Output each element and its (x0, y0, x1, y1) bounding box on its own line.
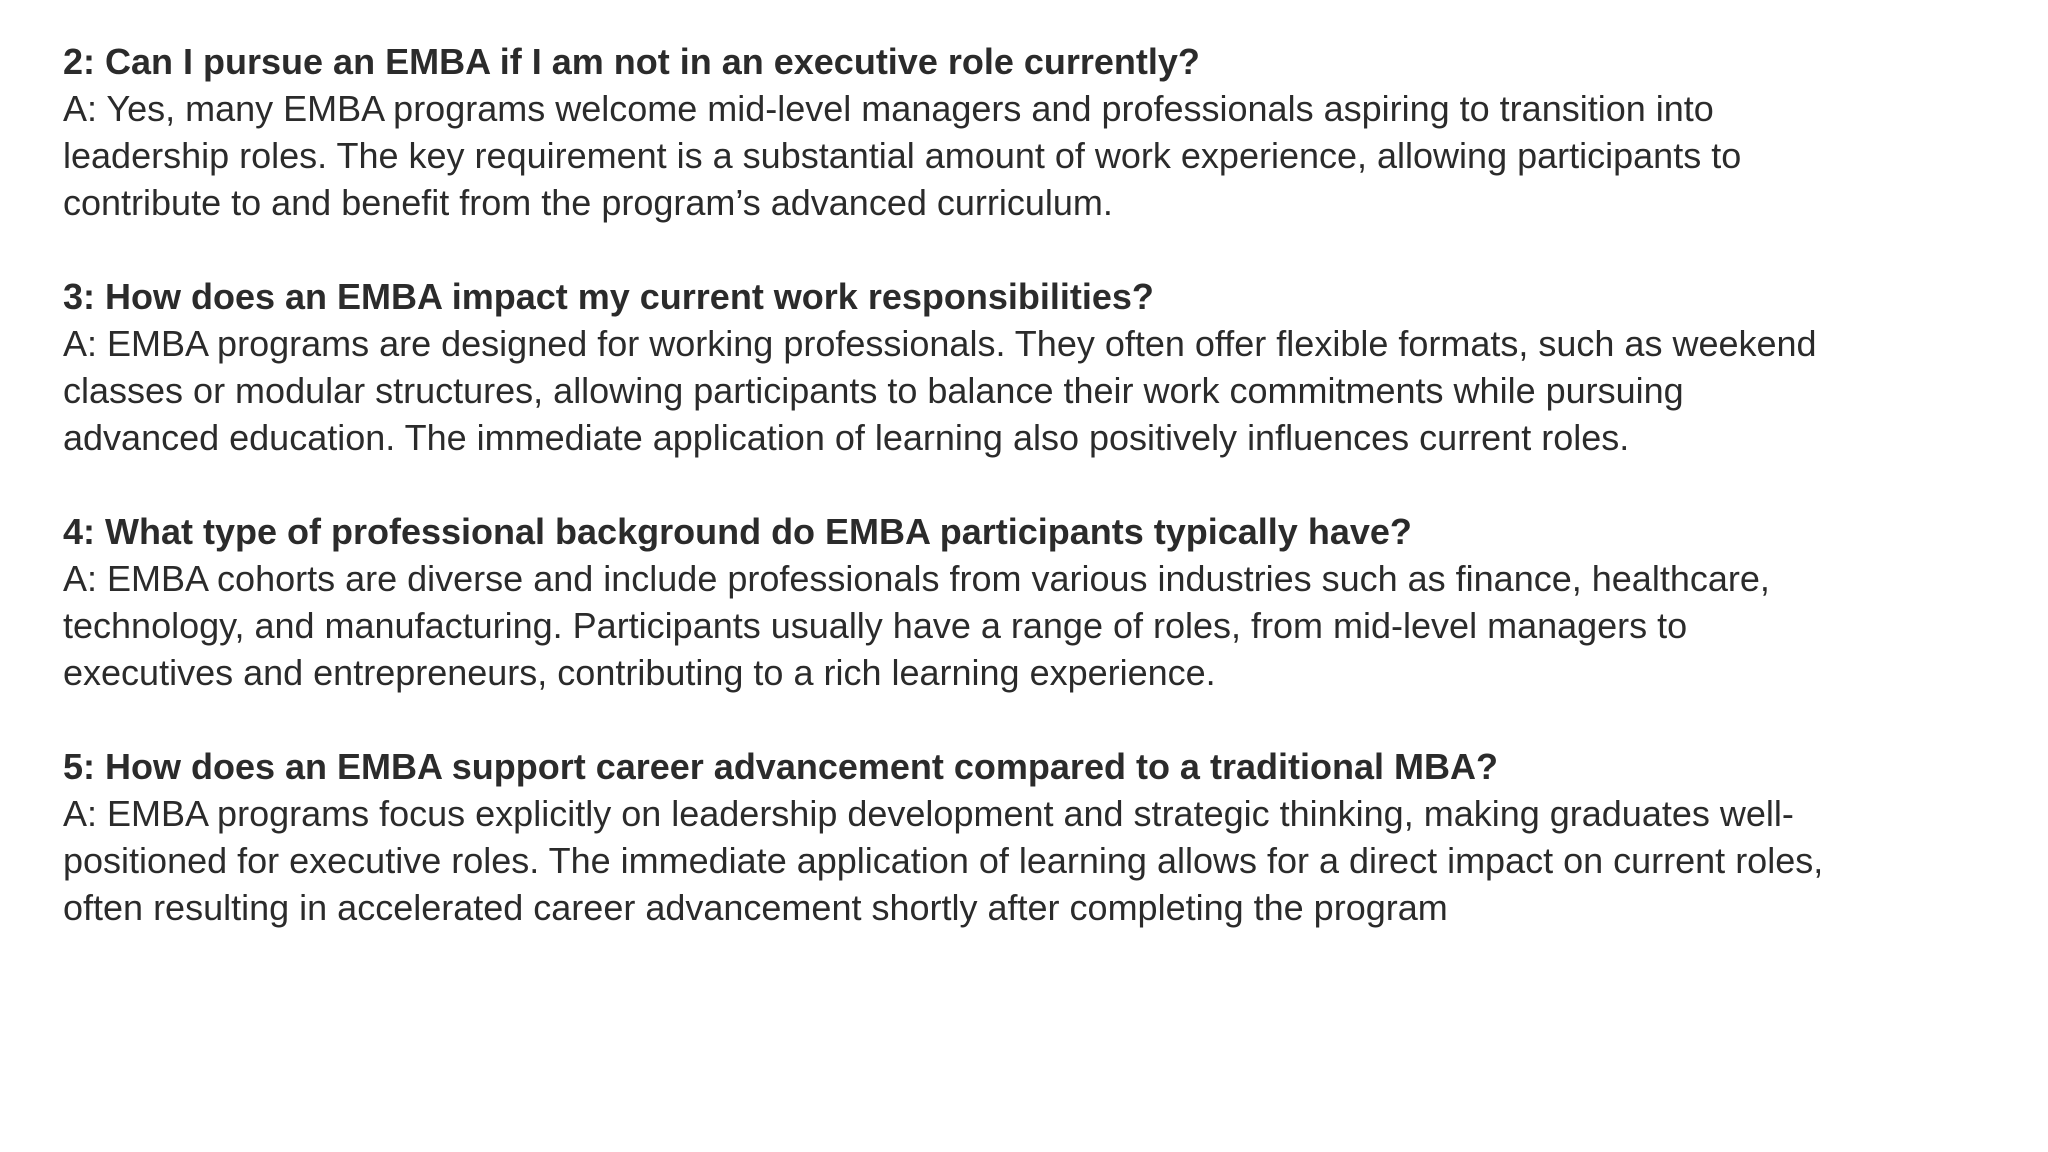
faq-answer-line: advanced education. The immediate application of learning also positively influences current roles. (63, 417, 1630, 458)
faq-answer-line: executives and entrepreneurs, contributing to a rich learning experience. (63, 652, 1216, 693)
faq-answer-line: classes or modular structures, allowing participants to balance their work commitments while pursuing (63, 370, 1684, 411)
faq-answer (63, 790, 2003, 931)
faq-answer (63, 320, 2003, 461)
faq-answer-line: positioned for executive roles. The immediate application of learning allows for a direct impact on current roles, (63, 840, 1824, 881)
faq-item (63, 743, 2003, 931)
faq-answer-line: contribute to and benefit from the program’s advanced curriculum. (63, 182, 1113, 223)
faq-answer-line: A: EMBA programs are designed for working professionals. They often offer flexible formats, such as weekend (63, 323, 1817, 364)
faq-question: 5: How does an EMBA support career advancement compared to a traditional MBA? (63, 746, 1498, 787)
faq-answer-line: A: EMBA programs focus explicitly on leadership development and strategic thinking, making graduates well- (63, 793, 1794, 834)
faq-answer-line: technology, and manufacturing. Participants usually have a range of roles, from mid-level managers to (63, 605, 1688, 646)
faq-list (63, 38, 2003, 978)
faq-question: 2: Can I pursue an EMBA if I am not in an executive role currently? (63, 41, 1200, 82)
faq-answer-line: A: EMBA cohorts are diverse and include professionals from various industries such as finance, healthcare, (63, 558, 1770, 599)
faq-item (63, 38, 2003, 226)
faq-answer-line: leadership roles. The key requirement is a substantial amount of work experience, allowing participants to (63, 135, 1742, 176)
faq-answer (63, 555, 2003, 696)
faq-answer-line: often resulting in accelerated career advancement shortly after completing the program (63, 887, 1448, 928)
faq-answer (63, 85, 2003, 226)
faq-question: 4: What type of professional background do EMBA participants typically have? (63, 511, 1412, 552)
faq-answer-line: A: Yes, many EMBA programs welcome mid-level managers and professionals aspiring to transition into (63, 88, 1714, 129)
faq-item (63, 508, 2003, 696)
faq-item (63, 273, 2003, 461)
faq-question: 3: How does an EMBA impact my current work responsibilities? (63, 276, 1154, 317)
